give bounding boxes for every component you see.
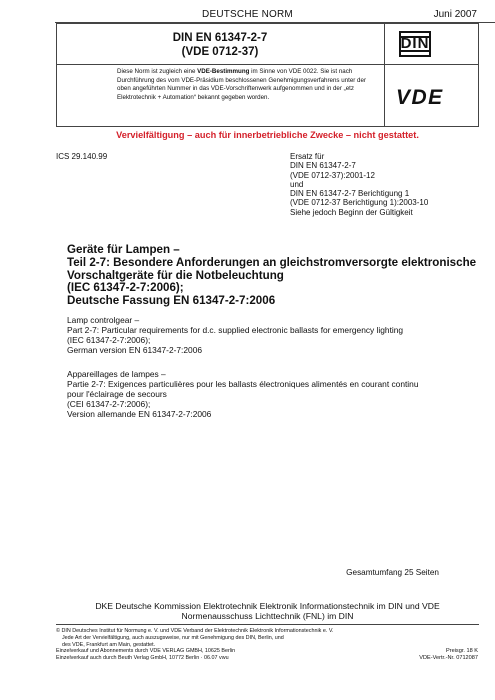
title-english-line: (IEC 61347-2-7:2006); (67, 335, 151, 345)
replacement-line: und (290, 179, 304, 189)
title-german-line: Geräte für Lampen – (67, 243, 180, 256)
copyright-line: Einzelverkauf und Abonnements durch VDE VERLAG GMBH, 10625 Berlin (56, 648, 236, 655)
price-info (419, 648, 478, 662)
footer-rule (56, 624, 479, 625)
replacement-line: (VDE 0712-37 Berichtigung 1):2003-10 (290, 198, 429, 208)
committee-line: DKE Deutsche Kommission Elektrotechnik Elektronik Informationstechnik im DIN und VDE (95, 601, 440, 611)
vde-notice-bold: VDE-Bestimmung (197, 68, 250, 75)
vde-logo: VDE (396, 86, 444, 109)
title-french-line: Appareillages de lampes – (67, 369, 166, 379)
vde-notice-post: im Sinne von VDE 0022. Sie ist nach Durchführung des vom VDE-Präsidium beschlossenen Genehmigungsverfahrens unter der oben angeführten Nummer in das VDE-Vorschriftenwerk aufgenommen und in der „etz Elektrotechnik + Automation“ bekannt gegeben worden. (117, 68, 367, 101)
copyright-line: des VDE, Frankfurt am Main, gestattet. (56, 641, 156, 648)
committee-info (56, 601, 479, 621)
document-number-din: DIN EN 61347-2-7 (172, 32, 268, 44)
title-german (67, 244, 476, 308)
vde-order-number: VDE-Vertr.-Nr. 0712087 (419, 655, 478, 661)
copyright-footer (56, 628, 416, 662)
header-date: Juni 2007 (433, 9, 477, 20)
title-french-line: (CEI 61347-2-7:2006); (67, 399, 151, 409)
replacement-line: Siehe jedoch Beginn der Gültigkeit (290, 207, 413, 217)
title-english-line: Part 2-7: Particular requirements for d.c. supplied electronic ballasts for emergency lighting (67, 325, 404, 335)
title-french-line: Version allemande EN 61347-2-7:2006 (67, 409, 212, 419)
replacement-line: DIN EN 61347-2-7 (290, 161, 356, 171)
din-logo-text: DIN (400, 35, 430, 52)
header-standard-type: DEUTSCHE NORM (202, 9, 293, 20)
title-german-line: Deutsche Fassung EN 61347-2-7:2006 (67, 294, 276, 308)
ics-code: ICS 29.140.99 (56, 152, 108, 161)
total-pages: Gesamtumfang 25 Seiten (346, 568, 439, 577)
title-english-line: Lamp controlgear – (67, 315, 140, 325)
vde-notice-pre: Diese Norm ist zugleich eine (117, 68, 198, 75)
document-number (56, 31, 384, 59)
title-german-line: (IEC 61347-2-7:2006); (67, 281, 184, 295)
document-number-vde: (VDE 0712-37) (181, 46, 259, 58)
title-german-line: Vorschaltgeräte für die Notbeleuchtung (67, 268, 284, 282)
vde-notice (117, 68, 379, 102)
din-logo (399, 31, 431, 57)
copy-warning: Vervielfältigung – auch für innerbetriebliche Zwecke – nicht gestattet. (116, 130, 419, 140)
committee-line: Normenausschuss Lichttechnik (FNL) im DIN (181, 611, 354, 622)
title-french-line: Partie 2-7: Exigences particulières pour les ballasts électroniques alimentés en courant continu (67, 379, 419, 389)
title-english-line: German version EN 61347-2-7:2006 (67, 345, 203, 355)
replacement-info (290, 152, 428, 217)
price-group: Preisgr. 18 K (445, 648, 478, 654)
copyright-line: Jede Art der Vervielfältigung, auch auszugsweise, nur mit Genehmigung des DIN, Berlin, und (56, 634, 284, 641)
replacement-line: Ersatz für (290, 152, 325, 161)
replacement-line: (VDE 0712-37):2001-12 (290, 170, 375, 180)
copyright-line: Einzelverkauf auch durch Beuth Verlag GmbH, 10772 Berlin · 06.07 vwu (56, 655, 229, 662)
title-english (67, 315, 403, 355)
title-german-line: Teil 2-7: Besondere Anforderungen an gleichstromversorgte elektronische (67, 255, 477, 269)
title-box-divider-horizontal (56, 64, 479, 65)
title-french-line: pour l'éclairage de secours (67, 389, 167, 399)
title-box-divider-vertical (384, 23, 385, 127)
copyright-line: © DIN Deutsches Institut für Normung e. V. und VDE Verband der Elektrotechnik Elektronik Informationstechnik e. V. (56, 628, 334, 634)
title-french (67, 369, 418, 419)
replacement-line: DIN EN 61347-2-7 Berichtigung 1 (290, 189, 410, 199)
